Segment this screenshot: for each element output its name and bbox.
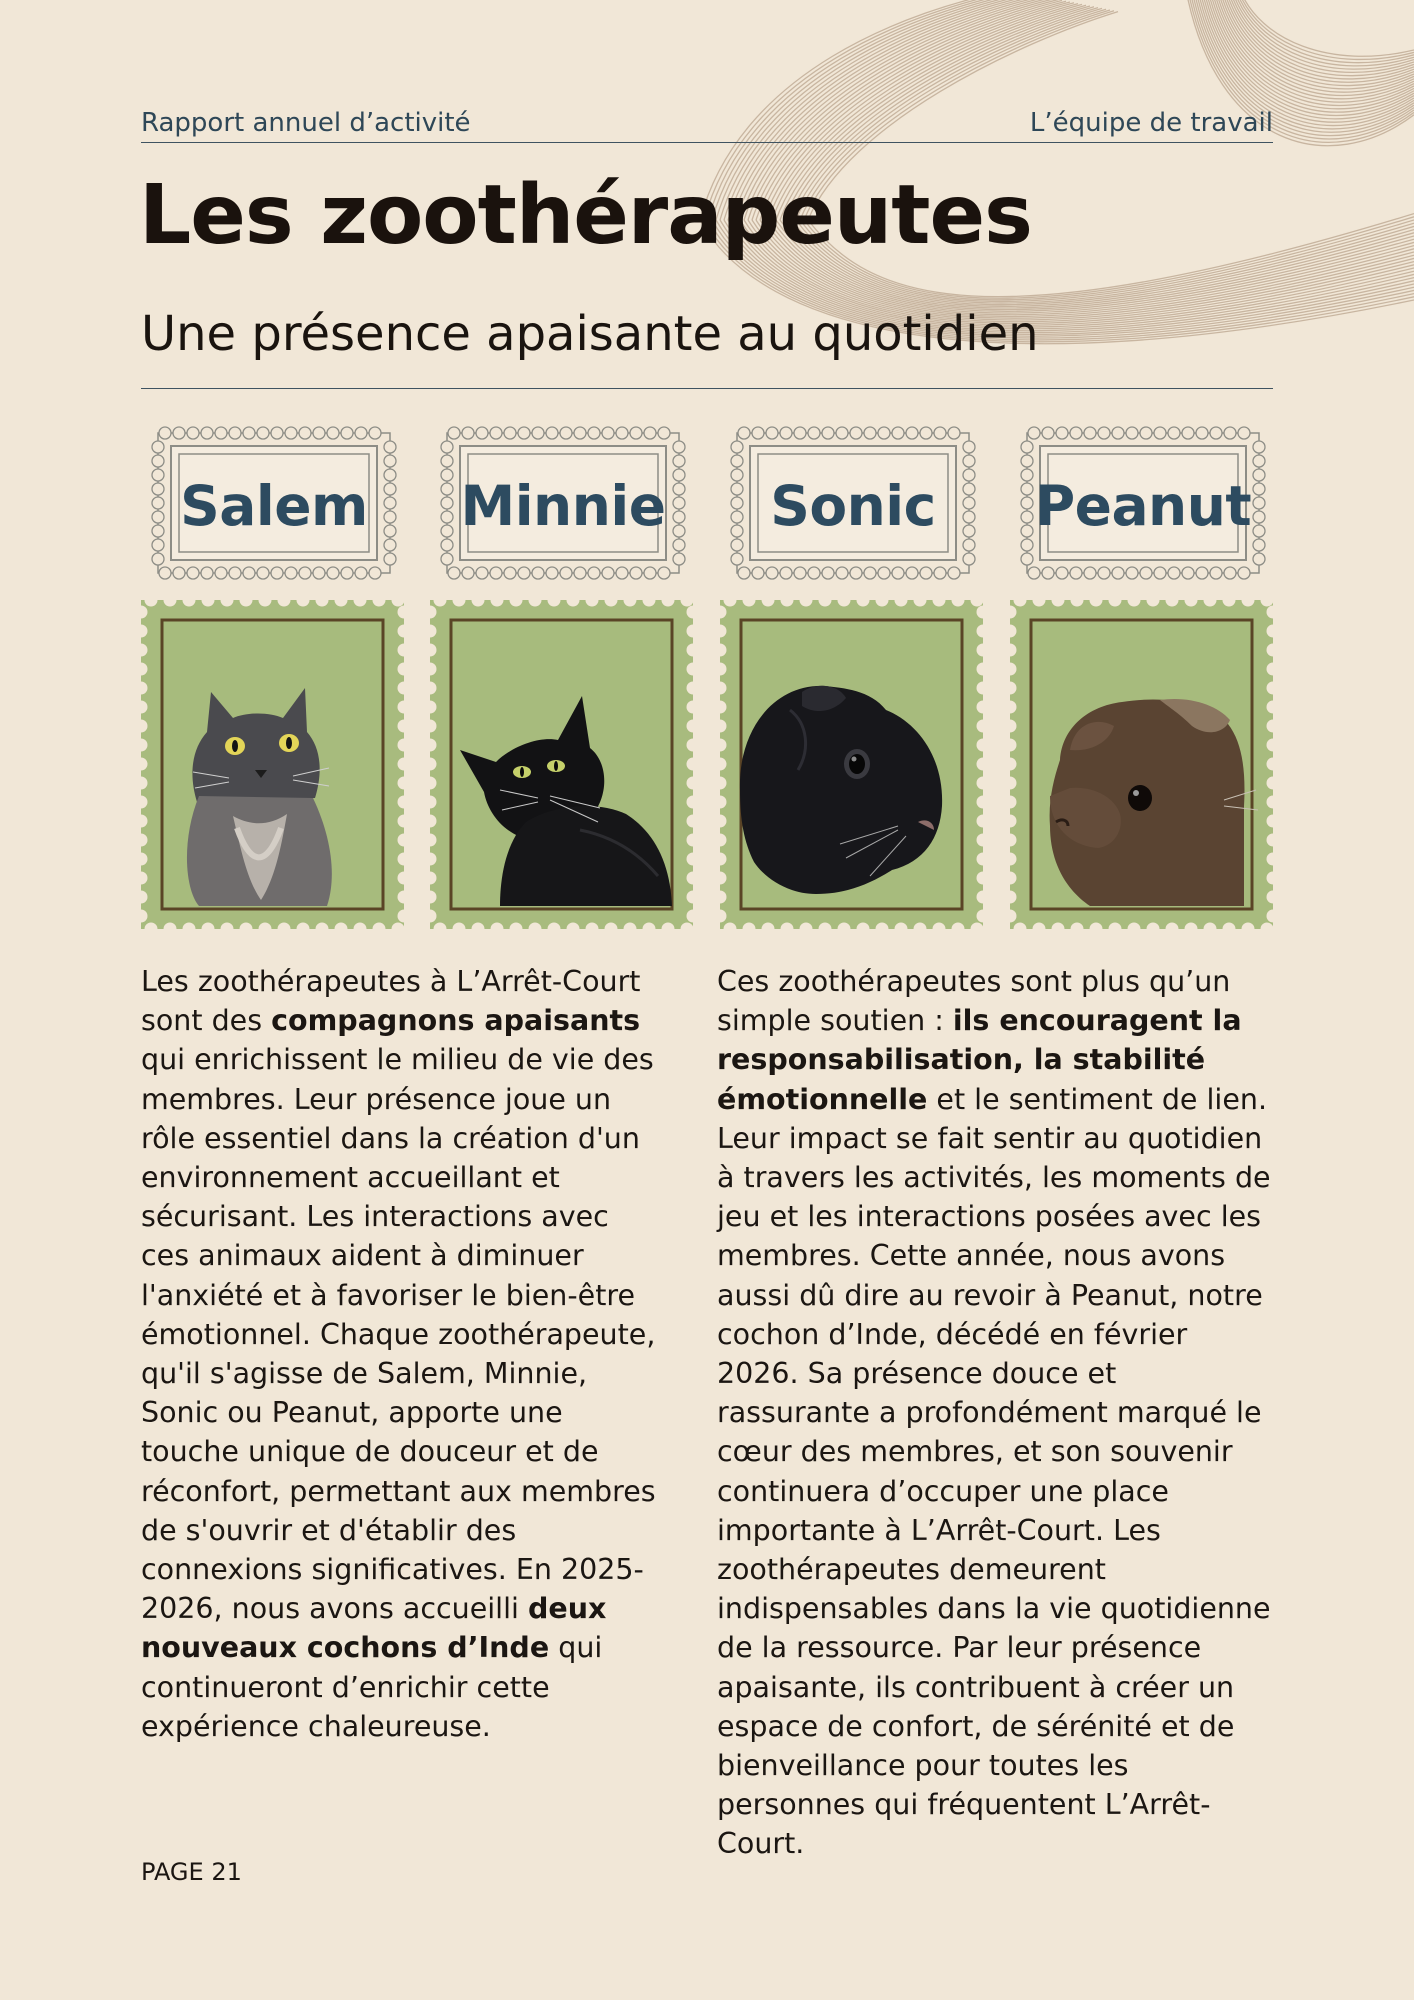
text-segment: et le sentiment de lien. Leur impact se fait sentir au quotidien à travers les activités, les moments de jeu et les interactions posées avec les membres. Cette année, nous avons aussi dû dire au revoir à Peanut, notre cochon d’Inde, décédé en février 2026. Sa présence douce et rassurante a profondément marqué le cœur des membres, et son souvenir continuera d’occuper une place importante à L’Arrêt-Court. Les zoothérapeutes demeurent indispensables dans la vie quotidienne de la ressource. Par leur présence apaisante, ils contribuent à créer un espace de confort, de sérénité et de bienveillance pour toutes les personnes qui fréquentent L’Arrêt-Court.	[717, 1082, 1271, 1861]
name-stamp-peanut	[1020, 426, 1266, 580]
page-number: PAGE 21	[141, 1858, 242, 1886]
photo-stamp-minnie	[430, 600, 693, 929]
divider	[141, 388, 1273, 389]
text-segment: Ces zoothérapeutes sont plus qu’un simple soutien :	[717, 965, 1231, 1038]
therapist-name: Sonic	[770, 474, 936, 538]
text-segment: qui enrichissent le milieu de vie des membres. Leur présence joue un rôle essentiel dans la création d'un environnement accueillant et sécurisant. Les interactions avec ces animaux aident à diminuer l'anxiété et à favoriser le bien-être émotionnel. Chaque zoothérapeute, qu'il s'agisse de Salem, Minnie, Sonic ou Peanut, apporte une touche unique de douceur et de réconfort, permettant aux membres de s'ouvrir et d'établir des connexions significatives. En 2025-2026, nous avons accueilli	[141, 1043, 656, 1626]
photo-stamp-sonic	[720, 600, 983, 929]
therapist-name: Peanut	[1034, 474, 1252, 538]
photo-stamp-salem	[141, 600, 404, 929]
text-segment: Les zoothérapeutes à L’Arrêt-Court sont des	[141, 965, 641, 1038]
name-stamp-minnie	[440, 426, 686, 580]
left-column-text	[141, 962, 661, 1746]
page-subtitle: Une présence apaisante au quotidien	[141, 306, 1039, 362]
guinea-pig-icon	[1050, 699, 1258, 906]
text-bold-segment: deux nouveaux cochons d’Inde	[141, 1592, 607, 1665]
name-stamp-salem	[151, 426, 397, 580]
therapist-name: Minnie	[460, 474, 666, 538]
photo-stamp-peanut	[1010, 600, 1273, 929]
therapist-name: Salem	[180, 474, 368, 538]
text-bold-segment: compagnons apaisants	[271, 1004, 641, 1038]
right-column-text	[717, 962, 1277, 1864]
name-stamp-sonic	[730, 426, 976, 580]
page-header	[141, 104, 1273, 143]
text-segment: qui continueront d’enrichir cette expérience chaleureuse.	[141, 1631, 603, 1743]
text-bold-segment: ils encouragent la responsabilisation, la stabilité émotionnelle	[717, 1004, 1242, 1116]
page-title: Les zoothérapeutes	[139, 168, 1032, 263]
report-name: Rapport annuel d’activité	[141, 108, 471, 138]
section-name: L’équipe de travail	[1029, 108, 1273, 138]
